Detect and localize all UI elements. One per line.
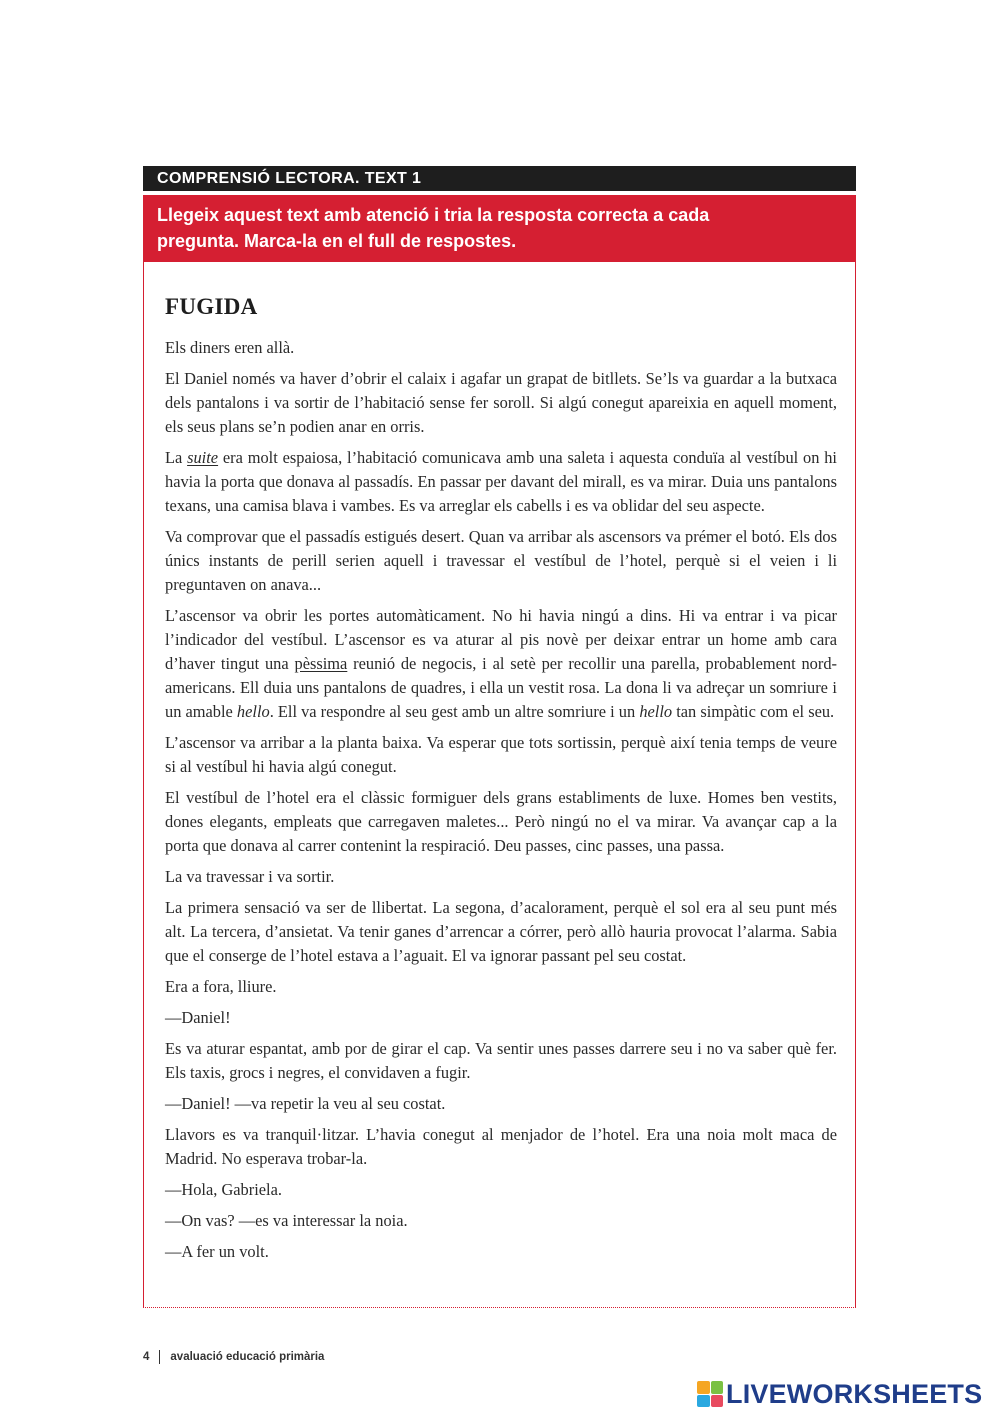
paragraph: El vestíbul de l’hotel era el clàssic formiguer dels grans establiments de luxe. Homes ben vestits, dones elegants, empleats que carregaven maletes... Però ningú no el va mirar. Va avançar cap a la porta que donava al carrer contenint la respiració. Deu passes, cinc passes, una passa. [165,788,837,855]
footer-divider [159,1350,160,1364]
section-title: COMPRENSIÓ LECTORA. TEXT 1 [157,170,422,187]
underlined-word-suite: suite [187,448,219,467]
paragraph: La primera sensació va ser de llibertat. La segona, d’acalorament, perquè el sol era al seu punt més alt. La tercera, d’ansietat. Va tenir ganes d’arrencar a córrer, però allò hauria provocat l’alarma. Sabia que el conserge de l’hotel estava a l’aguait. El va ignorar passant pel seu costat. [165,898,837,965]
paragraph: Llavors es va tranquil·litzar. L’havia conegut al menjador de l’hotel. Era una noia molt maca de Madrid. No esperava trobar-la. [165,1125,837,1168]
underlined-word-pessima: pèssima [294,654,348,673]
paragraph: Va comprovar que el passadís estigués desert. Quan va arribar als ascensors va prémer el botó. Els dos únics instants de perill serien aquell i travessar el vestíbul de l’hotel, perquè si el veien i li preguntaven on anava... [165,527,837,594]
instruction-line-2: pregunta. Marca-la en el full de respostes. [157,231,517,251]
section-title-bar [143,166,856,191]
dialogue-line: —Daniel! —va repetir la veu al seu costat. [165,1094,446,1113]
liveworksheets-logo-icon [697,1381,723,1407]
italic-word-hello: hello [236,702,270,721]
dialogue-line: —Hola, Gabriela. [165,1180,282,1199]
page-number: 4 [143,1351,150,1363]
footer-label: avaluació educació primària [170,1351,325,1363]
instruction-box [143,195,856,262]
paragraph: El Daniel només va haver d’obrir el calaix i agafar un grapat de bitllets. Se’ls va guardar a la butxaca dels pantalons i va sortir de l’habitació sense fer soroll. Si algú conegut apareixia en aquell moment, els seus plans se’n podien anar en orris. [165,369,837,436]
paragraph: L’ascensor va obrir les portes automàticament. No hi havia ningú a dins. Hi va entrar i va picar l’indicador del vestíbul. L’ascensor es va aturar al pis novè per deixar entrar un home amb cara d’haver tingut una pèssima reunió de negocis, i al setè per recollir una parella, probablement nord-americans. Ell duia uns pantalons de quadres, i ella un vestit rosa. La dona li va adreçar un somriure i un amable hello. Ell va respondre al seu gest amb un altre somriure i un hello tan simpàtic com el seu. [165,606,837,721]
paragraph: L’ascensor va arribar a la planta baixa. Va esperar que tots sortissin, perquè així tenia temps de veure si al vestíbul hi havia algú conegut. [165,733,837,776]
paragraph: Es va aturar espantat, amb por de girar el cap. Va sentir unes passes darrere seu i no va saber què fer. Els taxis, grocs i negres, el convidaven a fugir. [165,1039,837,1082]
brand-name: LIVEWORKSHEETS [726,1378,983,1409]
page-footer [143,1348,324,1366]
liveworksheets-brand [697,1378,982,1410]
paragraph: La suite era molt espaiosa, l’habitació comunicava amb una saleta i aquesta conduïa al vestíbul on hi havia la porta que donava al passadís. En passar per davant del mirall, es va mirar. Duia uns pantalons texans, una camisa blava i vambes. Es va arreglar els cabells i es va oblidar del seu aspecte. [165,448,837,515]
paragraph: La va travessar i va sortir. [165,867,335,886]
dialogue-line: —On vas? —es va interessar la noia. [165,1211,408,1230]
italic-word-hello: hello [639,702,673,721]
instruction-line-1: Llegeix aquest text amb atenció i tria la resposta correcta a cada [157,205,710,225]
story-title: FUGIDA [165,294,258,319]
paragraph: Era a fora, lliure. [165,977,277,996]
dialogue-line: —Daniel! [165,1008,231,1027]
paragraph: Els diners eren allà. [165,338,295,357]
story-text [165,290,837,1271]
dialogue-line: —A fer un volt. [165,1242,269,1261]
